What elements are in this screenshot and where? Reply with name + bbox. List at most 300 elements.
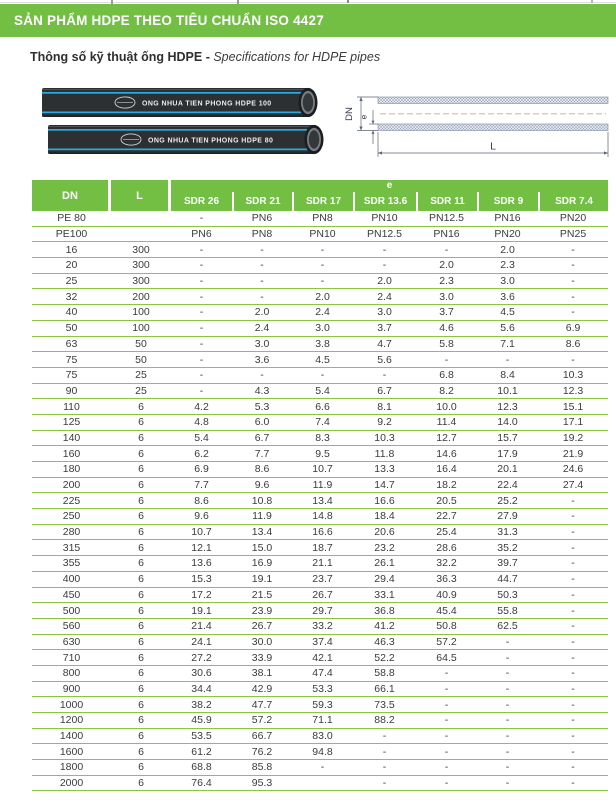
table-cell: 27.9 (477, 509, 538, 525)
table-cell: - (538, 744, 608, 760)
table-cell: 16.6 (292, 525, 353, 541)
table-cell: 23.7 (292, 572, 353, 588)
table-cell: 10.7 (292, 462, 353, 478)
table-cell: - (538, 619, 608, 635)
table-cell: - (232, 289, 292, 305)
table-cell: 57.2 (416, 635, 477, 651)
table-cell: 29.7 (292, 603, 353, 619)
table-cell: 9.2 (353, 415, 416, 431)
table-cell: 52.2 (353, 650, 416, 666)
table-cell: 1600 (32, 744, 111, 760)
pipe-hdpe-80 (48, 125, 324, 154)
table-cell: - (232, 274, 292, 290)
table-cell: 6.9 (538, 321, 608, 337)
table-cell: - (538, 493, 608, 509)
table-cell: 140 (32, 431, 111, 447)
pipe-dimension-diagram (345, 88, 611, 180)
table-cell: 50.3 (477, 588, 538, 604)
table-cell: - (292, 274, 353, 290)
column-header-sdr7-4: SDR 7.4 (538, 192, 608, 211)
table-cell: 32 (32, 289, 111, 305)
table-cell: 3.0 (353, 305, 416, 321)
e-dimension-label: e (358, 114, 369, 120)
table-cell: 24.6 (538, 462, 608, 478)
table-cell: 2000 (32, 776, 111, 792)
table-cell: - (477, 697, 538, 713)
table-cell: 6 (111, 760, 171, 776)
table-cell: 10.0 (416, 399, 477, 415)
table-cell: - (538, 682, 608, 698)
table-cell: 25 (32, 274, 111, 290)
table-cell: 7.7 (232, 446, 292, 462)
table-cell: 26.7 (232, 619, 292, 635)
table-cell: 35.2 (477, 540, 538, 556)
table-cell: - (538, 588, 608, 604)
table-cell: - (477, 744, 538, 760)
table-cell: 20.6 (353, 525, 416, 541)
page-title: SẢN PHẨM HDPE THEO TIÊU CHUẨN ISO 4427 (14, 13, 324, 28)
table-cell: - (353, 729, 416, 745)
table-cell: 4.2 (171, 399, 232, 415)
table-cell: 12.3 (477, 399, 538, 415)
table-cell: 6 (111, 509, 171, 525)
e-dimension (369, 110, 378, 144)
table-cell: 200 (32, 478, 111, 494)
table-cell: 12.3 (538, 384, 608, 400)
table-cell: 12.7 (416, 431, 477, 447)
spec-table-body (32, 211, 608, 791)
table-cell: 18.4 (353, 509, 416, 525)
table-cell: 50 (111, 337, 171, 353)
table-cell: - (292, 760, 353, 776)
table-cell: 17.1 (538, 415, 608, 431)
column-header-sdr13-6: SDR 13.6 (353, 192, 416, 211)
table-cell: 20 (32, 258, 111, 274)
table-cell: 26.7 (292, 588, 353, 604)
table-cell: - (171, 384, 232, 400)
table-cell: - (538, 713, 608, 729)
table-cell: 10.7 (171, 525, 232, 541)
table-cell (111, 211, 171, 227)
table-cell: PE100 (32, 227, 111, 243)
section-title-en: Specifications for HDPE pipes (213, 50, 381, 64)
table-cell: 9.5 (292, 446, 353, 462)
table-cell: 27.4 (538, 478, 608, 494)
table-cell: 4.7 (353, 337, 416, 353)
table-cell: 14.0 (477, 415, 538, 431)
table-cell: - (416, 776, 477, 792)
column-header-sdr26: SDR 26 (171, 192, 232, 211)
table-cell: 6.8 (416, 368, 477, 384)
table-cell: PN16 (416, 227, 477, 243)
table-cell: 17.2 (171, 588, 232, 604)
table-cell: 6.2 (171, 446, 232, 462)
pipe-wall-top (378, 97, 608, 104)
table-cell: 47.4 (292, 666, 353, 682)
table-cell: 6.7 (353, 384, 416, 400)
table-row (32, 588, 608, 604)
table-cell: 7.7 (171, 478, 232, 494)
table-cell: 1800 (32, 760, 111, 776)
table-row (32, 776, 608, 792)
table-cell: 3.0 (232, 337, 292, 353)
table-row (32, 682, 608, 698)
table-cell: 68.8 (171, 760, 232, 776)
table-row (32, 337, 608, 353)
table-cell: 73.5 (353, 697, 416, 713)
table-cell: 11.9 (292, 478, 353, 494)
table-cell: 450 (32, 588, 111, 604)
table-cell: - (171, 321, 232, 337)
table-cell: 125 (32, 415, 111, 431)
table-cell: 2.4 (232, 321, 292, 337)
table-row (32, 242, 608, 258)
table-cell: 6.6 (292, 399, 353, 415)
table-row (32, 321, 608, 337)
pipe-80-label: ONG NHUA TIEN PHONG HDPE 80 (148, 137, 274, 145)
table-row (32, 540, 608, 556)
table-cell: 21.1 (292, 556, 353, 572)
table-cell: 15.0 (232, 540, 292, 556)
table-cell: - (292, 258, 353, 274)
table-cell: 2.0 (292, 289, 353, 305)
pipes-illustration (28, 84, 333, 176)
table-row (32, 305, 608, 321)
table-cell: 6 (111, 744, 171, 760)
table-cell: 6 (111, 478, 171, 494)
table-row (32, 462, 608, 478)
table-cell: 16 (32, 242, 111, 258)
table-cell: 50 (111, 352, 171, 368)
table-cell: 14.7 (353, 478, 416, 494)
table-cell: - (538, 729, 608, 745)
table-cell: - (232, 368, 292, 384)
table-cell: 30.6 (171, 666, 232, 682)
table-cell: - (538, 274, 608, 290)
table-cell: PN12.5 (416, 211, 477, 227)
table-cell: - (477, 776, 538, 792)
table-cell: - (538, 572, 608, 588)
pipe-product-figure (28, 84, 333, 176)
table-cell: 9.6 (171, 509, 232, 525)
table-row (32, 211, 608, 227)
table-row (32, 729, 608, 745)
table-row (32, 289, 608, 305)
table-cell: 13.3 (353, 462, 416, 478)
dn-dimension-label: DN (345, 107, 355, 121)
table-cell: 75 (32, 368, 111, 384)
table-cell: 2.4 (353, 289, 416, 305)
table-cell: - (292, 368, 353, 384)
table-cell: 57.2 (232, 713, 292, 729)
table-cell: 6 (111, 603, 171, 619)
dimension-diagram (345, 88, 611, 180)
table-cell: - (232, 258, 292, 274)
table-cell: 10.1 (477, 384, 538, 400)
table-cell: - (171, 258, 232, 274)
table-cell: 6 (111, 462, 171, 478)
table-row (32, 509, 608, 525)
table-cell: 2.3 (416, 274, 477, 290)
table-cell: 355 (32, 556, 111, 572)
table-cell: 10.3 (538, 368, 608, 384)
table-cell: - (477, 729, 538, 745)
table-cell: - (416, 697, 477, 713)
table-cell: - (477, 650, 538, 666)
table-cell: 280 (32, 525, 111, 541)
table-cell: - (171, 368, 232, 384)
table-cell: 31.3 (477, 525, 538, 541)
table-cell: 66.7 (232, 729, 292, 745)
table-cell: 3.0 (416, 289, 477, 305)
table-cell: 5.3 (232, 399, 292, 415)
table-cell: 8.6 (538, 337, 608, 353)
table-cell: 6 (111, 588, 171, 604)
table-cell: 6 (111, 650, 171, 666)
table-cell: 64.5 (416, 650, 477, 666)
table-cell: 4.5 (292, 352, 353, 368)
table-cell: - (353, 776, 416, 792)
table-cell: 25 (111, 368, 171, 384)
table-cell: - (538, 509, 608, 525)
table-cell: 3.0 (292, 321, 353, 337)
table-cell: - (171, 274, 232, 290)
column-header-e-group: e (171, 180, 608, 192)
table-cell: 58.8 (353, 666, 416, 682)
table-row (32, 258, 608, 274)
table-cell: 6 (111, 446, 171, 462)
table-cell: 21.4 (171, 619, 232, 635)
table-cell: PE 80 (32, 211, 111, 227)
table-cell: 15.7 (477, 431, 538, 447)
table-row (32, 744, 608, 760)
table-cell: 13.4 (292, 493, 353, 509)
table-cell: - (353, 744, 416, 760)
table-cell: 66.1 (353, 682, 416, 698)
table-cell: 560 (32, 619, 111, 635)
table-cell: 30.0 (232, 635, 292, 651)
table-cell: 38.1 (232, 666, 292, 682)
table-cell: 6 (111, 666, 171, 682)
table-cell: 1200 (32, 713, 111, 729)
table-cell: 16.9 (232, 556, 292, 572)
table-cell: 2.4 (292, 305, 353, 321)
table-cell: 4.6 (416, 321, 477, 337)
table-cell: - (477, 682, 538, 698)
table-cell: 44.7 (477, 572, 538, 588)
table-cell: 160 (32, 446, 111, 462)
scan-artifact-tick (591, 0, 593, 3)
table-cell: 22.4 (477, 478, 538, 494)
table-row (32, 697, 608, 713)
table-cell: 42.1 (292, 650, 353, 666)
table-cell: 11.4 (416, 415, 477, 431)
table-cell: 6.7 (232, 431, 292, 447)
table-row (32, 713, 608, 729)
pipe-hdpe-100 (42, 88, 318, 117)
table-row (32, 635, 608, 651)
table-cell: - (538, 540, 608, 556)
table-cell: 110 (32, 399, 111, 415)
table-cell: 5.6 (353, 352, 416, 368)
table-cell: 3.7 (416, 305, 477, 321)
table-cell: 23.9 (232, 603, 292, 619)
table-cell: 400 (32, 572, 111, 588)
table-cell: 6 (111, 776, 171, 792)
table-cell: - (416, 242, 477, 258)
table-cell: 53.3 (292, 682, 353, 698)
table-cell: 1400 (32, 729, 111, 745)
table-cell: 33.1 (353, 588, 416, 604)
section-title (30, 50, 380, 64)
table-row (32, 227, 608, 243)
table-row (32, 478, 608, 494)
table-cell: - (171, 242, 232, 258)
column-header-dn: DN (32, 180, 111, 211)
table-cell: 300 (111, 274, 171, 290)
table-row (32, 446, 608, 462)
table-cell: 7.1 (477, 337, 538, 353)
column-header-sdr9: SDR 9 (477, 192, 538, 211)
table-cell: 37.4 (292, 635, 353, 651)
table-cell: - (477, 666, 538, 682)
table-cell: 85.8 (232, 760, 292, 776)
table-cell: - (171, 337, 232, 353)
table-row (32, 368, 608, 384)
table-cell: 21.5 (232, 588, 292, 604)
table-cell: 11.8 (353, 446, 416, 462)
table-cell: PN10 (353, 211, 416, 227)
table-cell: 2.0 (477, 242, 538, 258)
table-cell: 24.1 (171, 635, 232, 651)
table-cell: 62.5 (477, 619, 538, 635)
table-cell: 100 (111, 321, 171, 337)
table-cell: PN16 (477, 211, 538, 227)
table-cell: 6 (111, 525, 171, 541)
table-cell: 300 (111, 242, 171, 258)
table-cell: PN8 (292, 211, 353, 227)
table-cell: 45.4 (416, 603, 477, 619)
table-cell: - (538, 258, 608, 274)
table-cell: 5.6 (477, 321, 538, 337)
table-cell: 6 (111, 493, 171, 509)
table-cell: - (477, 760, 538, 776)
table-cell: 13.4 (232, 525, 292, 541)
table-cell: 15.1 (538, 399, 608, 415)
table-cell: 900 (32, 682, 111, 698)
table-cell: - (416, 682, 477, 698)
table-cell: - (477, 352, 538, 368)
table-cell: 29.4 (353, 572, 416, 588)
column-header-sdr11: SDR 11 (416, 192, 477, 211)
table-cell: 225 (32, 493, 111, 509)
table-cell: - (353, 242, 416, 258)
column-header-l: L (111, 180, 171, 211)
table-cell: 6 (111, 697, 171, 713)
dn-dimension (357, 97, 378, 131)
table-cell: 47.7 (232, 697, 292, 713)
table-cell: 10.3 (353, 431, 416, 447)
table-row (32, 666, 608, 682)
table-cell: 8.6 (171, 493, 232, 509)
table-cell: 8.4 (477, 368, 538, 384)
table-cell: - (538, 697, 608, 713)
table-cell: 10.8 (232, 493, 292, 509)
table-cell: 16.4 (416, 462, 477, 478)
table-row (32, 352, 608, 368)
table-cell: 250 (32, 509, 111, 525)
table-cell: 6.0 (232, 415, 292, 431)
table-cell: 19.2 (538, 431, 608, 447)
table-cell: 20.5 (416, 493, 477, 509)
table-row (32, 399, 608, 415)
table-row (32, 556, 608, 572)
table-cell: 14.8 (292, 509, 353, 525)
table-cell: 40.9 (416, 588, 477, 604)
table-cell: 8.3 (292, 431, 353, 447)
table-cell: PN8 (232, 227, 292, 243)
table-cell: 630 (32, 635, 111, 651)
table-cell: - (292, 242, 353, 258)
table-row (32, 760, 608, 776)
table-cell: 53.5 (171, 729, 232, 745)
table-cell: 75 (32, 352, 111, 368)
table-cell: PN20 (538, 211, 608, 227)
table-cell: 20.1 (477, 462, 538, 478)
table-cell: - (538, 760, 608, 776)
header-bar (0, 4, 616, 37)
table-cell: 71.1 (292, 713, 353, 729)
table-cell: PN6 (171, 227, 232, 243)
table-cell: 33.2 (292, 619, 353, 635)
table-cell: 23.2 (353, 540, 416, 556)
column-header-sdr21: SDR 21 (232, 192, 292, 211)
table-cell: 6 (111, 556, 171, 572)
table-cell: - (538, 289, 608, 305)
table-row (32, 603, 608, 619)
table-cell: 14.6 (416, 446, 477, 462)
table-row (32, 619, 608, 635)
table-cell: - (538, 525, 608, 541)
table-cell: 300 (111, 258, 171, 274)
table-cell: 76.4 (171, 776, 232, 792)
spec-table (32, 180, 608, 791)
table-cell: - (416, 666, 477, 682)
table-cell: 18.7 (292, 540, 353, 556)
table-row (32, 415, 608, 431)
table-cell: 2.0 (416, 258, 477, 274)
table-cell: 18.2 (416, 478, 477, 494)
table-cell: 15.3 (171, 572, 232, 588)
table-row (32, 493, 608, 509)
table-cell: 1000 (32, 697, 111, 713)
table-cell: 28.6 (416, 540, 477, 556)
scan-artifact-line (0, 2, 616, 3)
table-cell: 200 (111, 289, 171, 305)
table-cell: 11.9 (232, 509, 292, 525)
table-cell: 90 (32, 384, 111, 400)
table-cell: 9.6 (232, 478, 292, 494)
table-cell: 36.3 (416, 572, 477, 588)
table-row (32, 572, 608, 588)
table-cell: - (353, 258, 416, 274)
table-cell: 40 (32, 305, 111, 321)
table-cell: 36.8 (353, 603, 416, 619)
table-cell: 8.1 (353, 399, 416, 415)
table-cell: 46.3 (353, 635, 416, 651)
table-cell: 100 (111, 305, 171, 321)
table-cell: 6 (111, 729, 171, 745)
